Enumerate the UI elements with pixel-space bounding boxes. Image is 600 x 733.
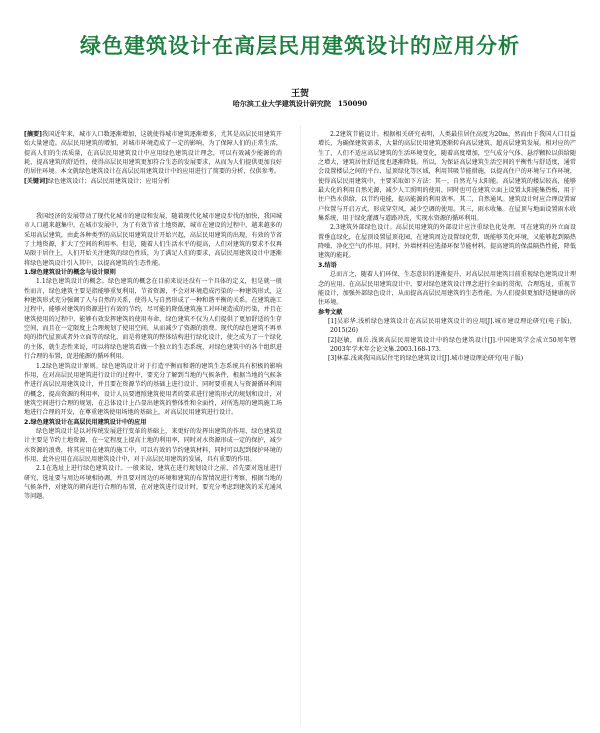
reference-item: [1]吴彩华.浅析绿色建筑设计在高层民用建筑设计的应用[J].城市建设理论研究(电子版)，2015(26) bbox=[328, 317, 576, 335]
section-3-heading: 3.结语 bbox=[318, 261, 337, 269]
abstract bbox=[24, 130, 282, 186]
section-1-heading: 1.绿色建筑设计的概念与设计原则 bbox=[24, 269, 116, 277]
reference-item: [3]林嘉.浅谈我国高层住宅的绿色建筑设计[J].城市建设理论研究(电子版) bbox=[328, 355, 524, 363]
left-column bbox=[24, 212, 282, 727]
abstract-label: [摘要] bbox=[24, 131, 42, 138]
section-1-1-paragraph: 1.1绿色建筑设计的概念。绿色建筑的概念在目前来说还没有一个具体的定义，但是就一般性而言，绿色建筑主要是指能够重复利用，节省资源，不会对环境造成污染的一种建筑形式，这种建筑形式充分强调了人与自然的关系，使得人与自然形成了一种和谐平衡的关系。在建筑施工过程中，能够对建筑的资源进行有效的节约，尽可能的降低建筑施工对环境造成的污染，并且在建筑使用的过程中，能够有效发挥建筑的使用寿命，绿色建筑不仅为人们提供了更加舒适的生存空间，而且在一定限度上合理规划了使用空间，从而减少了资源的浪费。现代的绿色建筑不再单纯的指代屋顶或者外立面等的绿化，而是将建筑的整体结构进行绿化设计，使之成为了一个绿化的主体，就生态性来说，可以将绿色建筑看做一个独立的生态系统，对绿色建筑中的各个组织进行合理的布置，促进能源的循环利用。 bbox=[24, 278, 282, 361]
abstract-text: 我国近年来，城市人口数逐渐增加，这就使得城市建筑逐渐增多，尤其是高层民用建筑开始大量建造。高层民用建筑的增加，对城市环境造成了一定的影响，为了保障人们的正常生活，提高人们的生活质量，在高层民用建筑设计中应用绿色建筑设计理念，可以有效减少能源的消耗，提高建筑的舒适性，使得高层民用建筑更加符合生态的发展要求，从而为人们提供更加良好的居住环境。本文就绿色建筑设计在高层民用建筑设计中的应用进行了简要的分析，仅供参考。 bbox=[24, 131, 283, 176]
author-name: 王贺 bbox=[290, 89, 309, 99]
keywords-label: [关键词] bbox=[24, 177, 48, 185]
abstract-paragraph bbox=[24, 130, 282, 177]
keywords-text: 绿色建筑设计；高层民用建筑设计；应用分析 bbox=[47, 177, 170, 185]
conclusion-paragraph: 总而言之，随着人们环保、生态意识的逐渐提升，对高层民用建筑目前重视绿色建筑设计理念的应用。在高层民用建筑设计中，要对绿色建筑设计理念进行全面的贯彻，合理选址，重视节能设计，加强外部绿色设计，从而提高高层民用建筑的生态性能，为人们提供更加舒适健康的居住环境。 bbox=[318, 271, 576, 307]
section-2-heading: 2.绿色建筑设计在高层民用建筑设计中的应用 bbox=[24, 418, 147, 426]
right-column bbox=[318, 130, 576, 727]
section-2-paragraph: 绿色建筑设计是以对传统发展进行变革的基础上，来更好的发挥出建筑的作用，绿色建筑设计主要是节约土地资源，在一定程度上提高土地的利用率，同时对水资源形成一定的保护，减少水资源的浪费，将其应用在建筑的施工中，可以有效的节约建筑材料，同时可以起到保护环境的作用，此外应用在高层民用建筑设计中，对于高层民用建筑的发展，具有重要的作用。 bbox=[24, 427, 282, 463]
references-heading: 参考文献 bbox=[318, 308, 343, 316]
affiliation: 哈尔滨工业大学建筑设计研究院 150090 bbox=[232, 99, 368, 108]
keywords-paragraph bbox=[24, 177, 282, 186]
section-2-1-paragraph: 2.1在选址上进行绿色建筑设计。一般来说，建筑在进行规划设计之前，首先要对选址进行研究，选址要与周边环境相协调，并且要对周边的环境和建筑的布置情况进行考察，根据当地的气候条件，对建筑的朝向进行合理的布置，在对建筑进行设计时，要充分考虑到建筑的采光通风等问题。 bbox=[24, 465, 282, 501]
intro-paragraph: 我国经济的发展带动了现代化城市的建设和发展，随着现代化城市建设步伐的加快，我国城市人口越来越集中。在城市发展中，为了有效节省土地资源，城市在建设的过程中，越来越多的采用高层建筑，由此各种类型的高层民用建筑设计开始兴起，高层民用建筑的出现，有效的节省了土地资源，扩大了空间的利用率。但是，随着人们生活水平的提高，人们对建筑的要求不仅再局限于居住上，人们开始关注建筑的绿色性质，为了满足人们的要求，高层民用建筑设计中逐渐将绿色建筑设计引入其中，以提高建筑的生态性能。 bbox=[24, 213, 282, 267]
paper-title: 绿色建筑设计在高层民用建筑设计的应用分析 bbox=[80, 34, 520, 58]
section-2-3-paragraph: 2.3建筑外部绿色设计。高层民用建筑的外部设计应注重绿色化处理，可在建筑的外立面设置垂直绿化，在屋顶设置屋顶花园，在建筑周边设置绿化带，既能够美化环境，又能够起到隔热降噪、净化空气的作用。同时，外墙材料应选择环保节能材料，提高建筑的保温隔热性能，降低建筑的能耗。 bbox=[318, 224, 576, 260]
reference-item: [2]赵敏，商岳.浅谈高层民用建筑设计中的绿色建筑设计[J].中国建筑学会成立50周年暨2003年学术年会论文集.2003.168-173. bbox=[328, 336, 576, 353]
section-2-2-paragraph: 2.2建筑节能设计。根据相关研究表明，人类最佳居住高度为20m，然而由于我国人口目益增长，为确保建筑需求，大量的高层民用建筑逐渐转向高层建筑、超高层建筑发展。相对应的产生了，人们不适应高层建筑的生活环境变化，随着高度增加，空气成分气体、悬浮颗粒以供给随之增大，建筑居住舒适度也逐渐降低。所以，为保证高层建筑生活空间的平衡性与舒适度，通常会设置楼层之间的平台、屋顶绿化等区域，利用其吸节能措施，以提高住户的环境与工作环境，使得高层民用建筑中，主要采取如下方法：其一，自然光与太阳能。高层建筑的楼层较高，能够最大化的利用自然光源，减少人工照明的使用，同时也可在建筑立面上设置太阳能集热板，用于住户热水供给，以节约电能，提高能源的利用效率。其二，自然通风。建筑设计时应合理设置窗户位置与开启方式，形成穿堂风，减少空调的使用。其三，雨水收集。在屋顶与地面设置雨水收集系统，用于绿化灌溉与道路冲洗，实现水资源的循环利用。 bbox=[318, 131, 576, 223]
column-divider bbox=[300, 125, 301, 725]
section-1-2-paragraph: 1.2绿色建筑设计原则。绿色建筑设计对于打造平衡而和谐的建筑生态系统具有积极的影响作用，在对高层民用建筑进行设计的过程中，要充分了解到当地的气候条件，根据当地的气候条件进行高层民用建筑设计，并且要在资源节约的基础上进行设计，同时要重视人与资源循环利用的概念，提高资源的利用率，设计人员要遵照建筑使用者的要求进行建筑形式的规划和设计，对建筑空间进行合理的规划，在总体设计上凸显出建筑的整体性和全面性，对所选用的建筑施工场地进行合理的开发，在尊重建筑使用场地的基础上，对高层民用建筑进行设计。 bbox=[24, 362, 282, 417]
